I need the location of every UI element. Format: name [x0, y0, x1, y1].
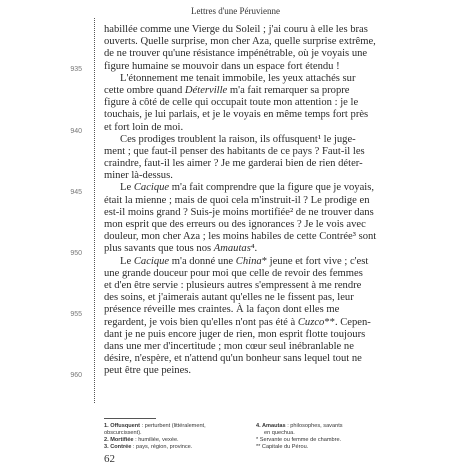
text-line: douleur, mon cher Aza ; les moins habiles de cette Contrée³ sont	[104, 231, 377, 243]
text-line: présence réveille mes craintes. À la façon dont elles me	[104, 304, 340, 316]
text-line: miner là-dessus.	[104, 170, 173, 182]
text-line: dant je ne puis encore juger de rien, mon esprit flotte toujours	[104, 328, 366, 340]
footnote-definition: : perturbent (littéralement,	[140, 423, 206, 429]
text-line: L'étonnement me tenait immobile, les yeux attachés sur	[120, 72, 356, 84]
line-number-960: 960	[70, 372, 82, 379]
text-line: figure à côté de celle qui occupait toute mon attention : je le	[104, 97, 359, 109]
page-number: 62	[104, 453, 115, 465]
footnote-1-continued: obscurcissent).	[104, 430, 142, 436]
footnote-term: 2. Mortifiée	[104, 437, 134, 443]
text-line: et d'en être servie : plusieurs autres s'empressent à me rendre	[104, 279, 362, 291]
margin-dotted-rule	[94, 18, 95, 403]
text-line: touchais, je lui parlais, et je le voyais en même temps fort près	[104, 109, 369, 121]
body-text	[104, 24, 388, 377]
text-line: une grande douceur pour moi que celle de revoir des femmes	[104, 267, 363, 279]
text-line: était la mienne ; mais de quoi cela m'instruit-il ? Le prodige en	[104, 194, 370, 206]
text-line: Le Cacique m'a fait comprendre que la figure que je voyais,	[120, 182, 375, 194]
footnote-star-1: * Servante ou femme de chambre.	[256, 437, 342, 443]
line-number-950: 950	[70, 250, 82, 257]
footnote-4-continued: en quechua.	[264, 430, 295, 436]
text-line: Le Cacique m'a donné une China* jeune et fort vive ; c'est	[120, 255, 369, 267]
text-line: plus savants que tous nos Amautas⁴.	[104, 243, 258, 255]
text-line: mon esprit que des erreurs ou des ignorances ? Je le vois avec	[104, 219, 366, 230]
line-number-955: 955	[70, 311, 82, 318]
footnote-rule	[104, 418, 156, 419]
text-line: habillée comme une Vierge du Soleil ; j'ai couru à elle les bras	[104, 24, 368, 35]
footnote-3	[104, 444, 192, 451]
footnote-definition: : humiliée, vexée.	[133, 437, 179, 443]
text-line: cette ombre quand Déterville m'a fait remarquer sa propre	[104, 84, 350, 96]
running-head: Lettres d'une Péruvienne	[190, 6, 281, 16]
footnote-term: 3. Contrée	[104, 444, 132, 450]
text-line: figure humaine se mouvoir dans un espace fort étendu !	[104, 60, 340, 72]
text-line: Ces prodiges troublent la raison, ils offusquent¹ le juge-	[120, 133, 356, 145]
text-line: des soins, et j'aimerais autant qu'elles ne le fissent pas, leur	[104, 292, 354, 304]
footnote-term: 1. Offusquent	[104, 423, 141, 429]
text-line: peut être que peines.	[104, 365, 192, 377]
footnote-definition: : pays, région, province.	[131, 444, 193, 450]
footnote-definition: : philosophes, savants	[285, 423, 343, 429]
footnote-term: 4. Amautas	[256, 423, 286, 429]
text-line: regardent, je vois bien qu'elles n'ont pas été à Cuzco**. Cepen-	[104, 316, 371, 328]
footnote-star-2: ** Capitale du Pérou.	[256, 444, 309, 450]
line-number-935: 935	[70, 66, 82, 73]
text-line: est-il moins grand ? Suis-je moins mortifiée² de ne trouver dans	[104, 206, 374, 218]
line-number-940: 940	[70, 128, 82, 135]
text-line: de ne trouver qu'une résistance impénétrable, où je voyais une	[104, 48, 368, 60]
line-number-945: 945	[70, 189, 82, 196]
text-line: ment ; que faut-il penser des habitants de ce pays ? Faut-il les	[104, 145, 365, 157]
text-line: ouverts. Quelle surprise, mon cher Aza, quelle surprise extrême,	[104, 36, 376, 48]
text-line: et fort loin de moi.	[104, 121, 184, 133]
text-line: dans une mer d'incertitude ; mon cœur seul inébranlable ne	[104, 340, 354, 352]
text-line: craindre, faut-il les aimer ? Je me garderai bien de rien déter-	[104, 158, 363, 170]
text-line: désire, n'espère, et n'attend qu'un bonheur sans lequel tout ne	[104, 353, 362, 365]
